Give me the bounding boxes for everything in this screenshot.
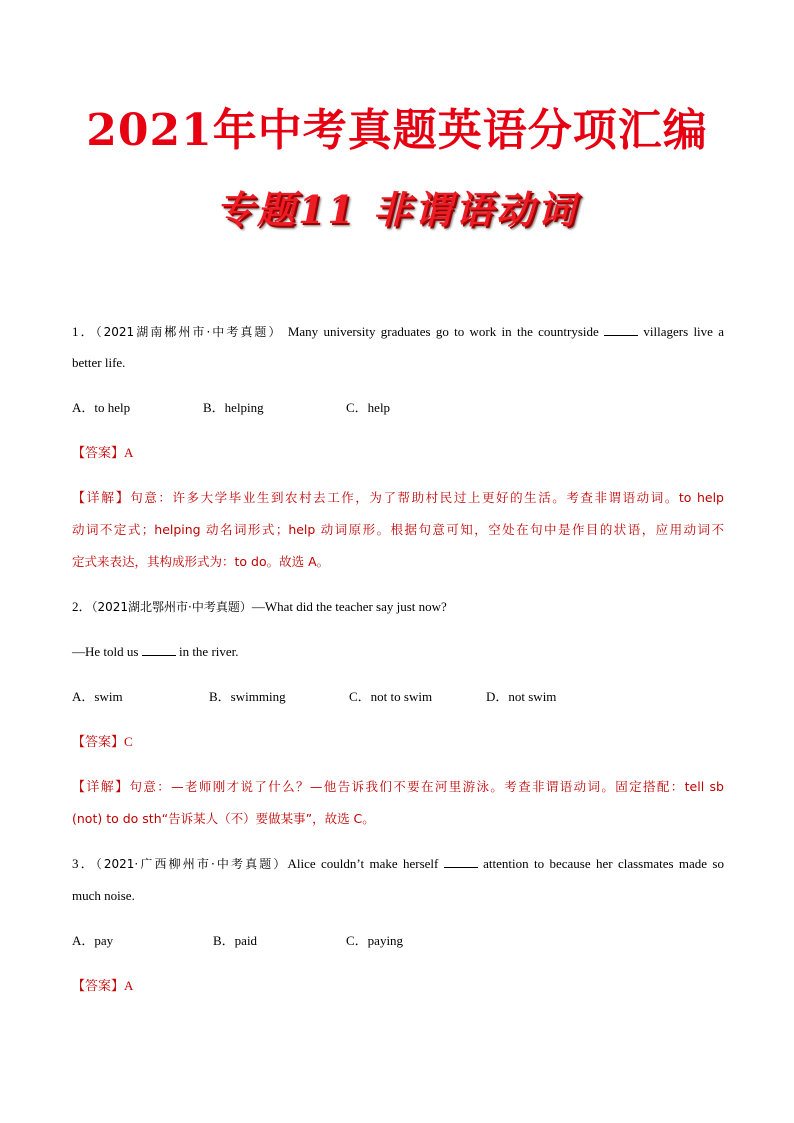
page-subtitle: 专题11 非谓语动词: [215, 187, 579, 232]
question-1-stem: 1．（2021湖南郴州市·中考真题） Many university graduates go to work in the countryside villagers live a: [72, 324, 725, 339]
option-a: A．swim: [72, 689, 123, 704]
option-c: C．paying: [346, 933, 404, 948]
question-source: （2021湖北鄂州市·中考真题）: [91, 600, 252, 614]
question-3-stem-cont: much noise.: [72, 888, 135, 903]
answer-blank: [444, 855, 478, 868]
page-title: 2021年中考真题英语分项汇编: [86, 105, 708, 156]
question-3-options: [72, 932, 724, 950]
option-c: C．help: [346, 400, 391, 415]
question-number: 1．: [72, 324, 96, 339]
option-c: C．not to swim: [349, 689, 433, 704]
question-1-answer: 【答案】A: [72, 445, 134, 461]
option-b: B．swimming: [209, 689, 286, 704]
question-3-answer: 【答案】A: [72, 978, 134, 994]
question-2-stem-cont: —He told us in the river.: [72, 644, 239, 659]
question-2-options: [72, 688, 724, 706]
question-2-answer: 【答案】C: [72, 734, 133, 750]
answer-blank: [604, 323, 638, 336]
answer-blank: [142, 643, 176, 656]
question-1-detail-line: 动词不定式；helping 动名词形式；help 动词原形。根据句意可知，空处在句中是作目的状语，应用动词不: [72, 522, 724, 537]
question-number: 3．: [72, 856, 96, 871]
question-2-detail-line: (not) to do sth“告诉某人（不）要做某事”，故选 C。: [72, 811, 375, 826]
question-1-options: [72, 399, 724, 417]
question-1-detail-line: 定式来表达，其构成形式为：to do。故选 A。: [72, 554, 330, 569]
option-b: B．paid: [213, 933, 258, 948]
question-2-stem: 2．（2021湖北鄂州市·中考真题）—What did the teacher say just now?: [72, 599, 447, 614]
question-1-detail-line: 【详解】句意：许多大学毕业生到农村去工作，为了帮助村民过上更好的生活。考查非谓语动词。to help: [72, 490, 724, 506]
question-1-stem-cont: better life.: [72, 355, 126, 370]
question-3-stem: 3．（2021·广西柳州市·中考真题）Alice couldn’t make herself attention to because her classmates made so: [72, 856, 724, 871]
question-source: （2021湖南郴州市·中考真题）: [95, 325, 283, 339]
option-a: A．to help: [72, 400, 131, 415]
option-a: A．pay: [72, 933, 114, 948]
option-b: B．helping: [203, 400, 264, 415]
option-d: D．not swim: [486, 689, 557, 704]
question-number: 2．: [72, 599, 92, 614]
question-2-detail-line: 【详解】句意：—老师刚才说了什么？—他告诉我们不要在河里游泳。考查非谓语动词。固定搭配：tell sb: [72, 779, 724, 795]
question-source: （2021·广西柳州市·中考真题）: [95, 857, 288, 871]
